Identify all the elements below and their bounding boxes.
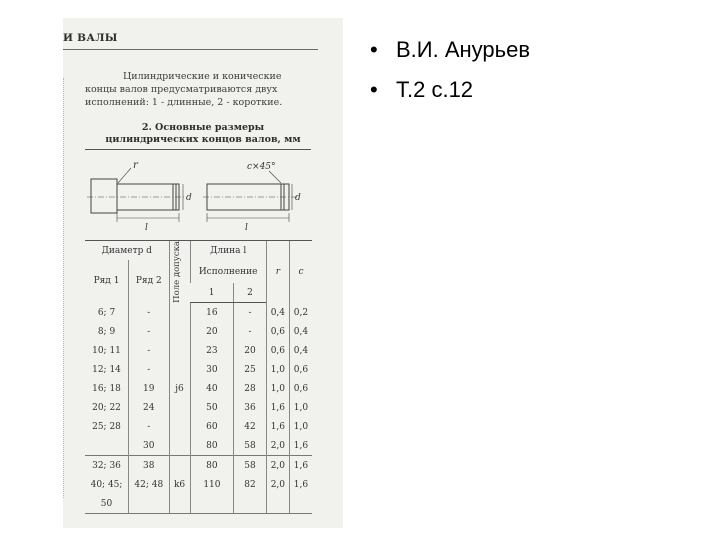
cell-d1 [85,436,129,456]
cell-d2: - [129,360,170,379]
table-row [85,398,312,417]
table-row [85,494,312,514]
cell-d1: 6; 7 [97,307,116,318]
cell-l1: 60 [190,417,234,436]
cell-l2: 82 [234,475,267,494]
cell-tolerance: k6 [169,475,190,494]
caption-divider [85,149,311,150]
scanned-book-page [63,18,343,528]
cell-r: 0,4 [266,303,289,323]
cell-l1 [190,494,234,514]
cell-tolerance [169,436,190,456]
bullet-dot-icon: • [370,77,378,102]
cell-tolerance [169,341,190,360]
cell-l1: 80 [190,436,234,456]
table-caption-line-2: цилиндрических концов валов, мм [105,134,301,145]
cell-d1: 16; 18 [92,383,121,394]
cell-tolerance [169,456,190,476]
cell-l1: 110 [190,475,234,494]
cell-c: 0,6 [289,360,312,379]
cell-c: 0,2 [289,303,312,323]
cell-r [266,494,289,514]
cell-d2: 38 [129,456,170,476]
cell-d2: 24 [129,398,170,417]
cell-d2: - [129,322,170,341]
header-row1: Ряд 1 [93,276,120,287]
page-header: И ВАЛЫ [63,32,118,44]
cell-c: 0,6 [289,379,312,398]
cell-l2: 58 [234,436,267,456]
shaft-long-version [87,168,185,222]
cell-d2 [129,494,170,514]
shaft-end-drawing [85,156,313,240]
cell-d1: 25; 28 [92,421,121,432]
cell-d1: 50 [85,494,129,514]
cell-d1: 10; 11 [92,345,121,356]
bullet-item-author [370,34,530,74]
cell-l1: 40 [190,379,234,398]
header-length: Длина l [190,241,266,261]
cell-tolerance [169,322,190,341]
header-tolerance [169,241,190,303]
cell-d2: 42; 48 [129,475,170,494]
cell-l1: 20 [190,322,234,341]
cell-d1: 40; 45; [90,479,123,490]
cell-l2: 36 [234,398,267,417]
cell-r: 0,6 [266,341,289,360]
drawing-label-d-right: d [295,193,301,203]
cell-tolerance [169,303,190,323]
shaft-dimensions-table [85,240,312,514]
cell-l2: 42 [234,417,267,436]
bullet-text: В.И. Анурьев [396,37,531,62]
cell-r: 2,0 [266,456,289,476]
table-row [85,341,312,360]
cell-r: 1,6 [266,417,289,436]
cell-c: 1,6 [289,475,312,494]
cell-tolerance: j6 [169,379,190,398]
cell-l2: 58 [234,456,267,476]
cell-l2 [234,494,267,514]
cell-l2: - [234,322,267,341]
cell-l1: 30 [190,360,234,379]
cell-tolerance [169,398,190,417]
cell-r: 1,0 [266,360,289,379]
cell-l2: 20 [234,341,267,360]
header-version-1: 1 [190,283,234,303]
cell-c: 1,6 [289,436,312,456]
cell-d2: - [129,417,170,436]
bullet-text: Т.2 с.12 [396,77,474,102]
cell-d1: 12; 14 [92,364,121,375]
table-row [85,436,312,456]
table-row [85,322,312,341]
cell-l1: 23 [190,341,234,360]
cell-d2: 19 [129,379,170,398]
cell-l1: 50 [190,398,234,417]
cell-d2: 30 [129,436,170,456]
table-row [85,379,312,398]
drawing-label-l-right: l [245,223,248,233]
table-row [85,360,312,379]
cell-l2: 25 [234,360,267,379]
drawing-label-chamfer: c×45° [247,162,276,172]
cell-c: 1,6 [289,456,312,476]
cell-r: 0,6 [266,322,289,341]
cell-l1: 80 [190,456,234,476]
table-row [85,417,312,436]
page-edge-marks [63,78,70,498]
cell-c: 0,4 [289,322,312,341]
drawing-label-r: r [133,160,138,171]
cell-tolerance [169,494,190,514]
table-row [85,303,312,323]
cell-c: 0,4 [289,341,312,360]
cell-d1: 32; 36 [85,456,129,476]
table-caption-line-1: 2. Основные размеры [141,122,265,133]
cell-c [289,494,312,514]
cell-l1: 16 [190,303,234,323]
header-r: r [266,241,289,303]
header-row2: Ряд 2 [129,260,170,303]
table-row [85,475,312,494]
header-tolerance-text: Поле допуска [171,241,182,303]
header-divider [63,49,318,50]
table-body [85,303,312,514]
cell-r: 2,0 [266,475,289,494]
shaft-short-version [203,171,297,222]
drawing-label-d-left: d [186,193,192,203]
cell-c: 1,0 [289,417,312,436]
drawing-label-l-left: l [145,223,148,233]
cell-d2: - [129,303,170,323]
cell-c: 1,0 [289,398,312,417]
table-caption [103,122,303,146]
cell-r: 1,0 [266,379,289,398]
slide-bullet-list [370,34,530,114]
cell-d1: 8; 9 [97,326,116,337]
header-diameter: Диаметр d [85,241,169,261]
header-version-2: 2 [234,283,267,303]
body-paragraph: Цилиндрические и конические концы валов предусматриваются двух исполнений: 1 - длинные, 2 - короткие. [85,71,283,108]
cell-l2: 28 [234,379,267,398]
cell-l2: - [234,303,267,323]
header-version: Исполнение [190,260,266,283]
header-c: c [289,241,312,303]
cell-r: 1,6 [266,398,289,417]
cell-d2: - [129,341,170,360]
cell-d1: 20; 22 [92,402,121,413]
cell-r: 2,0 [266,436,289,456]
cell-tolerance [169,417,190,436]
cell-tolerance [169,360,190,379]
table-row [85,456,312,476]
bullet-dot-icon: • [370,37,378,62]
bullet-item-reference [370,74,530,114]
